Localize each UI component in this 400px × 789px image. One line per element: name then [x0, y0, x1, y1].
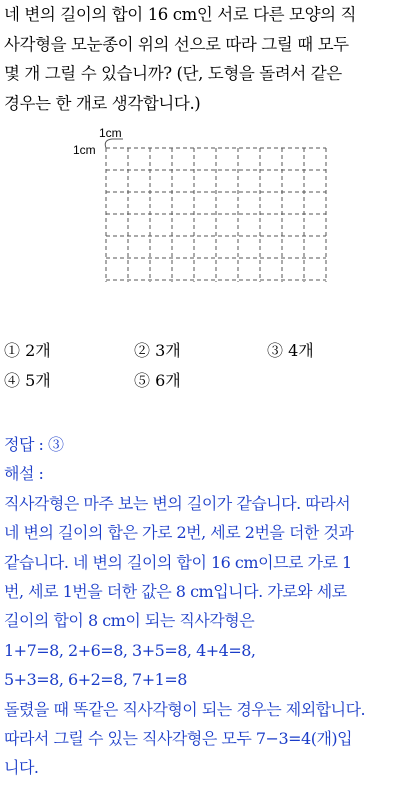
question-line: 몇 개 그릴 수 있습니까? (단, 도형을 돌려서 같은 — [4, 64, 342, 83]
explanation-line: 직사각형은 마주 보는 변의 길이가 같습니다. 따라서 — [4, 493, 351, 513]
explanation-line: 돌렸을 때 똑같은 직사각형이 되는 경우는 제외합니다. — [4, 699, 366, 719]
explanation-label: 해설 : — [4, 464, 44, 484]
question-text — [4, 0, 396, 118]
choice-2[interactable]: ② 3개 — [134, 341, 181, 360]
explanation-line: 5+3=8, 6+2=8, 7+1=8 — [4, 670, 187, 690]
choice-row — [4, 368, 396, 398]
choice-5[interactable]: ⑤ 6개 — [134, 371, 181, 390]
choice-3[interactable]: ③ 4개 — [267, 341, 314, 360]
explanation-line: 니다. — [4, 758, 39, 778]
explanation-line: 같습니다. 네 변의 길이의 합이 16 cm이므로 가로 1 — [4, 552, 352, 572]
question-line: 경우는 한 개로 생각합니다.) — [4, 93, 201, 113]
explanation-line: 따라서 그릴 수 있는 직사각형은 모두 7−3=4(개)입 — [4, 729, 353, 749]
question-line: 네 변의 길이의 합이 16 cm인 서로 다른 모양의 직 — [4, 5, 357, 24]
explanation-line: 네 변의 길이의 합은 가로 2번, 세로 2번을 더한 것과 — [4, 523, 354, 543]
unit-square-curve — [105, 139, 123, 148]
explanation-line: 길이의 합이 8 cm이 되는 직사각형은 — [4, 611, 255, 631]
label-1cm-top: 1cm — [99, 126, 122, 140]
explanation-line: 번, 세로 1번을 더한 값은 8 cm입니다. 가로와 세로 — [4, 582, 347, 602]
grid-lines — [106, 148, 326, 282]
answer-section — [4, 430, 396, 783]
explanation-line: 1+7=8, 2+6=8, 3+5=8, 4+4=8, — [4, 640, 256, 660]
question-line: 사각형을 모눈종이 위의 선으로 따라 그릴 때 모두 — [4, 34, 349, 54]
choice-4[interactable]: ④ 5개 — [4, 371, 51, 390]
grid-paper-figure — [70, 122, 340, 282]
correct-answer: 정답 : ③ — [4, 435, 64, 454]
answer-choices — [4, 338, 396, 398]
choice-1[interactable]: ① 2개 — [4, 341, 51, 360]
label-1cm-left: 1cm — [73, 143, 96, 157]
choice-row — [4, 338, 396, 368]
